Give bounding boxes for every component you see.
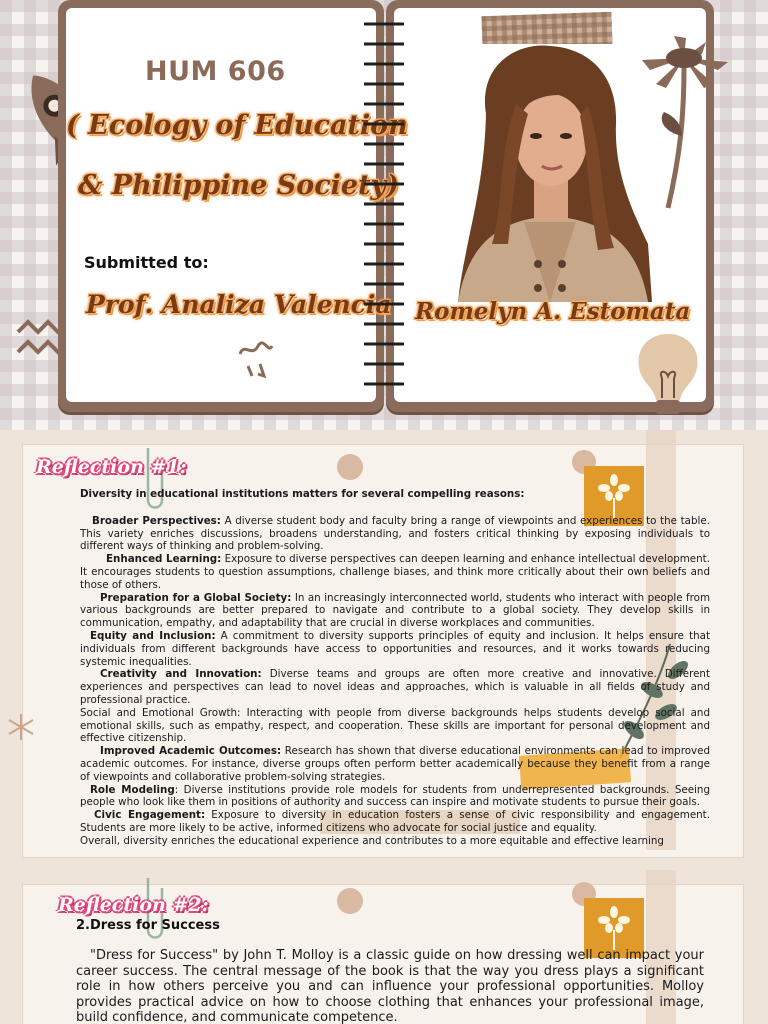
daisy-flower-icon bbox=[634, 36, 734, 216]
paragraph: Role Modeling: Diverse institutions provide role models for students from underrepresented backgrounds. Seeing people who look like them in positions of authority and success can inspire and motivate students to pursue their goals. bbox=[80, 783, 710, 809]
author-photo bbox=[438, 44, 664, 302]
cover-page bbox=[0, 0, 768, 430]
paragraph: "Dress for Success" by John T. Molloy is a classic guide on how dressing well can impact your career success. The central message of the book is that the way you dress plays a significant role in how others perceive you and can influence your professional opportunities. Molloy provides practical advice on how to choose clothing that enhances your professional image, build confidence, and communicate competence. bbox=[76, 948, 704, 1024]
squiggle-icon bbox=[236, 338, 276, 384]
reflection-1-title: Reflection #1: bbox=[36, 456, 187, 478]
flower-icon bbox=[598, 906, 630, 950]
paragraph: Equity and Inclusion: A commitment to diversity supports principles of equity and inclusion. It helps ensure that individuals from different backgrounds have access to opportunities and resources, and it works towards reducing systemic inequalities. bbox=[80, 629, 710, 668]
paragraph: Enhanced Learning: Exposure to diverse perspectives can deepen learning and enhance intellectual development. It encourages students to question assumptions, challenge biases, and think more critically about their own beliefs and those of others. bbox=[80, 553, 710, 591]
reflection-1-lead: Diversity in educational institutions matters for several compelling reasons: bbox=[80, 488, 525, 500]
lightbulb-icon bbox=[630, 330, 706, 420]
pushpin-icon bbox=[337, 888, 363, 914]
reflection-2-title: Reflection #2: bbox=[58, 894, 209, 916]
paragraph: Improved Academic Outcomes: Research has shown that diverse educational environments can lead to improved academic outcomes. For instance, diverse groups often perform better academically because they benefit from a range of viewpoints and collaborative problem-solving strategies. bbox=[80, 745, 710, 783]
paragraph: Overall, diversity enriches the educational experience and contributes to a more equitable and effective learning bbox=[80, 834, 664, 847]
paragraph: Creativity and Innovation: Diverse teams and groups are often more creative and innovative. Different experiences and perspectives can lead to novel ideas and approaches, which is valuable in all fields of study and professional practice. bbox=[80, 668, 710, 706]
professor-name: Prof. Analiza Valencia bbox=[86, 290, 392, 319]
paragraph: Social and Emotional Growth: Interacting with people from diverse backgrounds helps students develop social and emotional skills, such as empathy, respect, and cooperation. These skills are important for personal development and effective citizenship. bbox=[80, 706, 710, 745]
reflection-2-body bbox=[76, 948, 704, 1024]
reflection-2-subtitle: 2.Dress for Success bbox=[76, 918, 220, 933]
spiral-binding bbox=[358, 14, 410, 406]
reflection-1-body bbox=[80, 488, 710, 848]
pushpin-icon bbox=[337, 454, 363, 480]
paragraph: Civic Engagement: Exposure to diversity in education fosters a sense of civic responsibility and engagement. Students are more likely to be active, informed citizens who advocate for social justice and equality. bbox=[80, 809, 710, 834]
reflection-2-page bbox=[0, 870, 768, 1024]
student-name: Romelyn A. Estomata bbox=[415, 298, 691, 325]
submitted-to-label: Submitted to: bbox=[84, 253, 209, 272]
asterisk-icon bbox=[6, 712, 36, 742]
reflection-1-page bbox=[0, 430, 768, 870]
course-code: HUM 606 bbox=[145, 56, 286, 87]
course-title-line2: & Philippine Society) bbox=[78, 170, 400, 201]
paragraph: Preparation for a Global Society: In an increasingly interconnected world, students who interact with people from various backgrounds are better prepared to navigate and contribute to a global society. They develop skills in communication, empathy, and adaptability that are crucial in diverse workplaces and communities. bbox=[80, 591, 710, 630]
paragraph: Broader Perspectives: A diverse student body and faculty bring a range of viewpoints and experiences to the table. This variety enriches discussions, broadens understanding, and fosters critical thinking by exposing individuals to different ways of thinking and problem-solving. bbox=[80, 514, 710, 553]
course-title-line1: ( Ecology of Education bbox=[66, 110, 408, 141]
